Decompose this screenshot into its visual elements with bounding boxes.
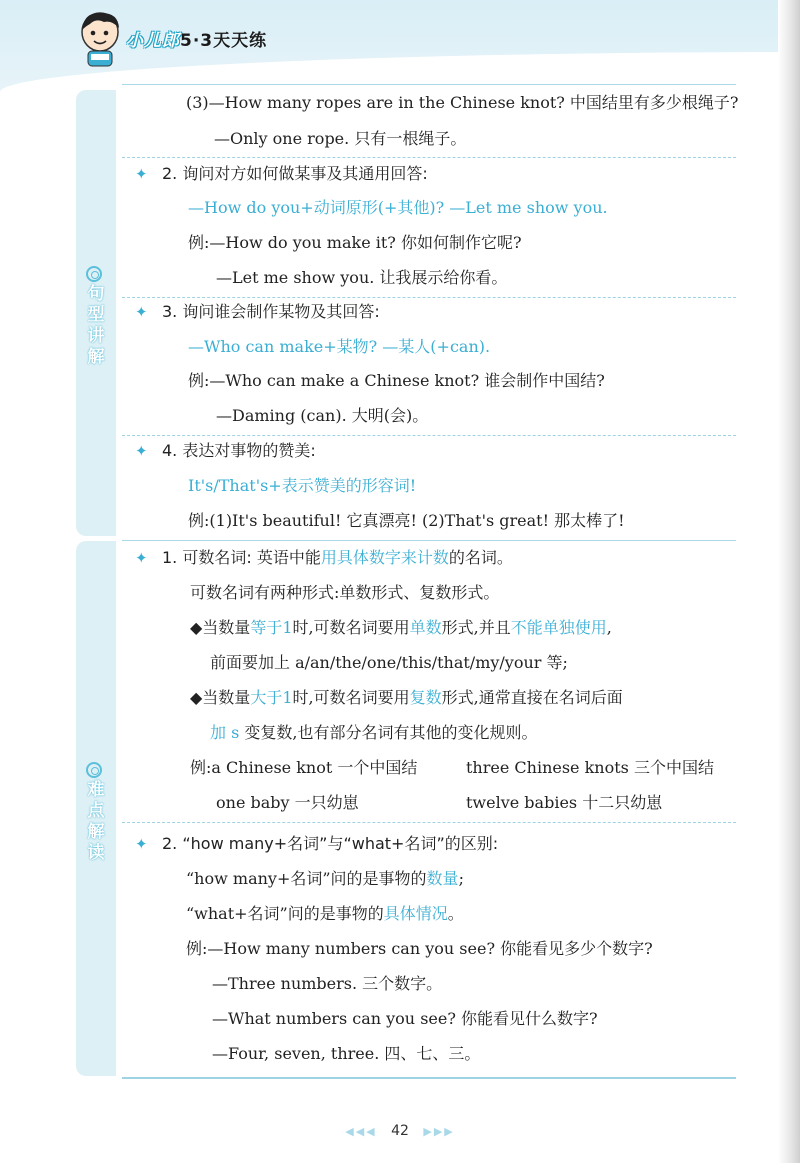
star-icon: ✦ bbox=[135, 303, 148, 321]
star-icon: ✦ bbox=[135, 165, 148, 183]
example-knot-plural: three Chinese knots 三个中国结 bbox=[466, 758, 714, 777]
item2-pattern: —How do you+动词原形(+其他)? —Let me show you. bbox=[188, 198, 608, 217]
countable-heading: 1. 可数名词: 英语中能用具体数字来计数的名词。 bbox=[162, 548, 513, 567]
countable-forms: 可数名词有两种形式:单数形式、复数形式。 bbox=[190, 583, 500, 602]
sidebar-label-sentence-patterns: 句 型 讲 解 bbox=[87, 284, 105, 367]
page-footer bbox=[0, 1123, 800, 1139]
example-howmany-answer: —Three numbers. 三个数字。 bbox=[212, 974, 443, 993]
item3-example-question: 例:—Who can make a Chinese knot? 谁会制作中国结? bbox=[188, 371, 605, 390]
continued-answer: —Only one rope. 只有一根绳子。 bbox=[214, 129, 467, 148]
bullet-singular-line2: 前面要加上 a/an/the/one/this/that/my/your 等; bbox=[210, 653, 568, 672]
example-baby-single: one baby 一只幼崽 bbox=[216, 793, 359, 812]
example-howmany-question: 例:—How many numbers can you see? 你能看见多少个数字? bbox=[186, 939, 653, 958]
bullet-plural-line2: 加 s 变复数,也有部分名词有其他的变化规则。 bbox=[210, 723, 538, 742]
divider bbox=[122, 157, 736, 158]
page-edge-shadow bbox=[778, 0, 800, 1163]
star-icon: ✦ bbox=[135, 835, 148, 853]
item4-pattern: It's/That's+表示赞美的形容词! bbox=[188, 476, 417, 495]
item2-example-question: 例:—How do you make it? 你如何制作它呢? bbox=[188, 233, 522, 252]
divider bbox=[122, 822, 736, 823]
item4-heading: 4. 表达对事物的赞美: bbox=[162, 441, 316, 460]
item2-example-answer: —Let me show you. 让我展示给你看。 bbox=[216, 268, 508, 287]
star-icon: ✦ bbox=[135, 442, 148, 460]
item4-example: 例:(1)It's beautiful! 它真漂亮! (2)That's great! 那太棒了! bbox=[188, 511, 625, 530]
item3-example-answer: —Daming (can). 大明(会)。 bbox=[216, 406, 429, 425]
arrows-left-icon: ◀◀◀ bbox=[345, 1125, 377, 1138]
divider bbox=[122, 435, 736, 436]
howmany-rule: “how many+名词”问的是事物的数量; bbox=[186, 869, 464, 888]
target-icon bbox=[86, 266, 102, 282]
example-baby-plural: twelve babies 十二只幼崽 bbox=[466, 793, 663, 812]
brand-title bbox=[126, 26, 267, 51]
item3-pattern: —Who can make+某物? —某人(+can). bbox=[188, 337, 491, 356]
item2-heading: 2. 询问对方如何做某事及其通用回答: bbox=[162, 164, 428, 183]
divider bbox=[122, 297, 736, 298]
bullet-singular: ◆当数量等于1时,可数名词要用单数形式,并且不能单独使用, bbox=[190, 618, 612, 637]
howmany-what-heading: 2. “how many+名词”与“what+名词”的区别: bbox=[162, 834, 499, 853]
bottom-rule bbox=[122, 1077, 736, 1079]
example-what-answer: —Four, seven, three. 四、七、三。 bbox=[212, 1044, 481, 1063]
brand-part1: 小儿郎 bbox=[126, 31, 180, 51]
bullet-plural: ◆当数量大于1时,可数名词要用复数形式,通常直接在名词后面 bbox=[190, 688, 623, 707]
boy-mascot-icon bbox=[74, 8, 126, 68]
example-what-question: —What numbers can you see? 你能看见什么数字? bbox=[212, 1009, 598, 1028]
section-rule bbox=[122, 540, 736, 541]
what-rule: “what+名词”问的是事物的具体情况。 bbox=[186, 904, 464, 923]
star-icon: ✦ bbox=[135, 549, 148, 567]
target-icon bbox=[86, 762, 102, 778]
example-knot-single: 例:a Chinese knot 一个中国结 bbox=[190, 758, 418, 777]
arrows-right-icon: ▶▶▶ bbox=[423, 1125, 455, 1138]
page-number: 42 bbox=[391, 1123, 409, 1139]
item3-heading: 3. 询问谁会制作某物及其回答: bbox=[162, 302, 380, 321]
continued-question: (3)—How many ropes are in the Chinese knot? 中国结里有多少根绳子? bbox=[186, 93, 739, 112]
sidebar-label-difficult-points: 难 点 解 读 bbox=[87, 780, 105, 863]
top-rule bbox=[122, 84, 736, 85]
brand-part2: 5·3天天练 bbox=[180, 31, 268, 51]
